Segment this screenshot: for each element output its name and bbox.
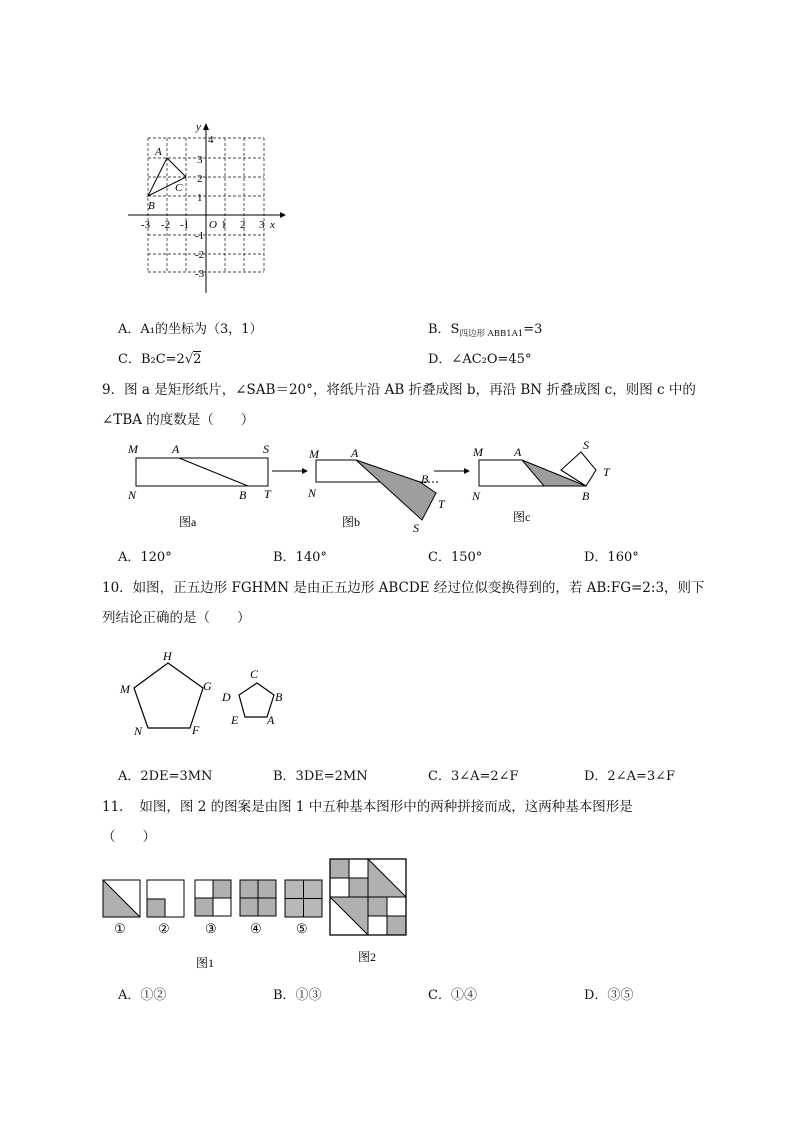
- q8-option-b-prefix: B．S: [428, 322, 460, 337]
- tile-number-1: ①: [114, 921, 126, 936]
- q11-option-c[interactable]: C．①④: [428, 988, 477, 1003]
- fig-b-folded-part: [356, 460, 436, 520]
- tile-2: [147, 880, 184, 917]
- y-tick-neg3: -3: [195, 268, 205, 280]
- origin-label: O: [209, 219, 217, 231]
- point-a-label: A: [155, 146, 162, 158]
- y-tick-4: 4: [208, 134, 214, 146]
- y-tick-2: 2: [197, 173, 203, 185]
- q11-option-d[interactable]: D．③⑤: [584, 988, 634, 1003]
- x-axis-label: x: [270, 219, 275, 231]
- fig-a-b: B: [239, 488, 247, 502]
- fig-a-n: N: [128, 488, 137, 502]
- fig-b-m: M: [309, 447, 319, 461]
- x-tick-2: 2: [240, 219, 246, 231]
- x-tick-neg3: -3: [141, 219, 151, 231]
- q10-option-d[interactable]: D．2∠A=3∠F: [584, 769, 676, 784]
- y-tick-neg1: -1: [195, 230, 205, 242]
- fig2-caption: 图2: [358, 950, 377, 964]
- q10-option-b[interactable]: B．3DE=2MN: [273, 769, 368, 784]
- q11-option-b[interactable]: B．①③: [273, 988, 322, 1003]
- label-d: D: [222, 690, 231, 704]
- q9-stem-line2: ∠TBA 的度数是（ ）: [102, 412, 255, 428]
- fig-c-caption: 图c: [513, 510, 531, 524]
- q8-option-c-radicand: 2: [193, 352, 202, 367]
- y-tick-1: 1: [197, 192, 203, 204]
- arrow-icon: [464, 468, 470, 474]
- fig-a-caption: 图a: [179, 515, 197, 529]
- q9-option-c[interactable]: C．150°: [428, 550, 483, 565]
- x-tick-neg2: -2: [161, 219, 171, 231]
- tile-4: [240, 880, 276, 916]
- y-tick-neg2: -2: [195, 249, 205, 261]
- x-tick-neg1: -1: [180, 219, 190, 231]
- fig-b-b: B: [421, 472, 429, 486]
- fig-c-n: N: [472, 489, 481, 503]
- y-axis-label: y: [196, 121, 201, 133]
- label-n: N: [134, 724, 143, 738]
- q10-pentagons: [112, 645, 302, 745]
- fig-a-s: S: [263, 442, 269, 456]
- tile-1: [103, 880, 140, 917]
- q10-option-c[interactable]: C．3∠A=2∠F: [428, 769, 519, 784]
- label-b: B: [275, 690, 283, 704]
- q10-stem-line1: 10．如图，正五边形 FGHMN 是由正五边形 ABCDE 经过位似变换得到的，若 AB:FG=2:3，则下: [102, 580, 705, 596]
- x-tick-3: 3: [259, 219, 265, 231]
- label-e: E: [231, 713, 239, 727]
- x-tick-1: 1: [221, 219, 227, 231]
- fig-a-t: T: [264, 487, 271, 501]
- tile-number-3: ③: [205, 921, 217, 936]
- fig-c-a: A: [514, 445, 522, 459]
- q11-stem-line1: 11． 如图，图 2 的图案是由图 1 中五种基本图形中的两种拼接而成，这两种基本图形是: [102, 799, 633, 815]
- label-c: C: [250, 667, 259, 681]
- label-h: H: [163, 649, 172, 663]
- fig-b-a: A: [351, 446, 359, 460]
- q10-stem-line2: 列结论正确的是（ ）: [102, 610, 251, 626]
- figure-2: [330, 859, 406, 935]
- label-m: M: [120, 682, 130, 696]
- fig-b-caption: 图b: [342, 515, 361, 529]
- fig-a-a: A: [172, 442, 180, 456]
- small-pentagon: [239, 683, 274, 717]
- fig-c-t: T: [603, 465, 610, 479]
- point-c-label: C: [175, 182, 183, 194]
- q9-stem-line1: 9．图 a 是矩形纸片，∠SAB＝20°，将纸片沿 AB 折叠成图 b，再沿 BN 折叠成图 c，则图 c 中的: [102, 382, 696, 398]
- fig-b-t: T: [438, 497, 445, 511]
- fig-c-m: M: [473, 445, 483, 459]
- q9-option-d[interactable]: D．160°: [584, 550, 639, 565]
- arrow-icon: [302, 468, 308, 474]
- q8-option-b-suffix: =3: [523, 322, 543, 337]
- q10-option-a[interactable]: A．2DE=3MN: [118, 769, 213, 784]
- point-b-label: B: [148, 200, 155, 212]
- fig-a-m: M: [128, 442, 138, 456]
- label-f: F: [192, 723, 200, 737]
- fig-a-rectangle: [136, 458, 268, 486]
- q8-option-b-sub: 四边形 ABB1A1: [459, 329, 524, 339]
- tile-3: [195, 880, 231, 916]
- fig-c-b: B: [582, 489, 590, 503]
- fig-b-n: N: [308, 486, 317, 500]
- sqrt-symbol: √: [184, 352, 194, 367]
- q11-figures: [96, 855, 416, 973]
- q11-stem-line2: （ ）: [102, 829, 156, 845]
- label-a: A: [267, 713, 275, 727]
- q9-option-a[interactable]: A．120°: [118, 550, 172, 565]
- q8-option-c-prefix: C．B₂C=2: [118, 352, 185, 367]
- tile-number-5: ⑤: [296, 921, 308, 936]
- q8-coordinate-grid: [120, 118, 290, 296]
- q8-option-a[interactable]: A．A₁的坐标为（3，1）: [118, 322, 263, 337]
- q8-option-d[interactable]: D．∠AC₂O=45°: [428, 352, 532, 367]
- label-g: G: [203, 679, 212, 693]
- q9-figures: [124, 438, 624, 538]
- q11-option-a[interactable]: A．①②: [118, 988, 167, 1003]
- fig1-caption: 图1: [196, 956, 215, 970]
- fig-b-s: S: [413, 521, 419, 535]
- fig-c-s: S: [583, 438, 589, 452]
- q8-option-c[interactable]: [118, 348, 201, 367]
- y-tick-3: 3: [197, 154, 203, 166]
- tile-5: [285, 880, 322, 917]
- q9-option-b[interactable]: B．140°: [273, 550, 327, 565]
- large-pentagon: [134, 663, 203, 728]
- q8-option-b[interactable]: [428, 318, 542, 337]
- tile-number-4: ④: [250, 921, 262, 936]
- tile-number-2: ②: [158, 921, 170, 936]
